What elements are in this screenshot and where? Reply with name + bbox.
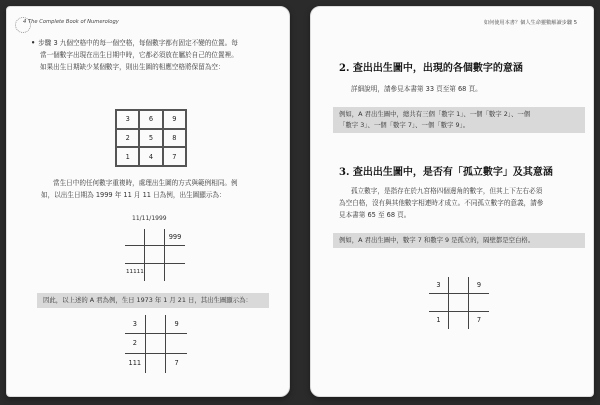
birth-chart-1999: [125, 229, 185, 281]
box1-line-1: 例如，A 君出生圖中，總共有三個「數字 1」、一個「數字 2」、一個: [339, 110, 531, 118]
chart-cell: [449, 294, 469, 311]
intro-paragraph: [31, 37, 281, 73]
example-box: 因此，以上述的 A 君為例，生日 1973 年 1 月 21 日，其出生圖顯示為：: [37, 293, 269, 308]
chart-cell: 3: [429, 277, 449, 294]
chart-cell: 7: [174, 359, 179, 368]
chart-cell: [429, 294, 449, 311]
section-3-title: 3. 查出出生圖中，是否有「孤立數字」及其意涵: [339, 167, 553, 178]
intro-line-3: 如果出生日期缺少某個數字，則出生圖的相應空格將保留為空：: [40, 63, 225, 71]
chart-cell: 111: [125, 354, 146, 373]
box1-line-2: 「數字 3」、一個「數字 7」、一個「數字 9」。: [339, 121, 470, 129]
repeat-line-1: 當生日中的任何數字重複時，處理出生圖的方式與範例相同。例: [53, 179, 238, 187]
section-3-example-box: 例如，A 君出生圖中，數字 7 和數字 9 是孤立的，隔壁都是空白格。: [333, 233, 585, 248]
chart-cell: 9: [166, 315, 187, 334]
chart-cell: [125, 246, 145, 263]
chart-cell: [449, 312, 469, 329]
section-2-text: 詳細說明，請參見本書第 33 頁至第 68 頁。: [351, 85, 482, 93]
left-page: [6, 6, 290, 397]
chart-cell: [145, 246, 165, 263]
section-3-line-2: 為空白格，沒有與其他數字相連時才成立。不同孤立數字的意義，請參: [339, 199, 544, 207]
chart-cell: 999: [165, 229, 185, 246]
chart-cell: 4: [139, 147, 162, 166]
chart-cell: 7: [163, 147, 186, 166]
intro-line-2: 當一個數字出現在出生日期中時，它都必須放在屬於自己的位置裡。: [40, 51, 238, 59]
chart-cell: 2: [125, 334, 146, 353]
section-2-example-box: [333, 107, 585, 133]
chart-cell: [146, 334, 167, 353]
chart-cell: [449, 277, 469, 294]
birth-chart-isolated: [429, 277, 489, 329]
repeat-paragraph: [41, 177, 286, 201]
chart-cell: 5: [139, 129, 162, 148]
right-page-header: 如何使用本書？個人生命靈數解讀步驟 5: [483, 20, 577, 26]
section-2-title: 2. 查出出生圖中，出現的各個數字的意涵: [339, 63, 523, 74]
intro-line-1: 步驟 3 九個空格中的每一個空格，每個數字都有固定不變的位置。每: [38, 39, 238, 47]
chart-cell: 9: [469, 277, 489, 294]
chart-cell: 3: [116, 110, 139, 129]
chart-cell: 11111: [125, 264, 145, 281]
date-label: 11/11/1999: [132, 215, 167, 222]
chart-cell: 6: [139, 110, 162, 129]
chart-cell: 7: [476, 316, 482, 325]
section-3-text: [339, 185, 587, 221]
chart-cell: 9: [163, 110, 186, 129]
chart-cell: [125, 229, 145, 246]
chart-cell: [146, 354, 167, 373]
chart-cell: 2: [116, 129, 139, 148]
chart-cell: 3: [125, 315, 146, 334]
chart-cell: 1: [429, 312, 449, 329]
chart-cell: [146, 315, 167, 334]
left-page-header: 4 The Complete Book of Numerology: [23, 19, 119, 25]
section-3-line-1: 孤立數字，是指存在於九宮格四個邊角的數字，但其上下左右必須: [351, 187, 543, 195]
chart-cell: [145, 264, 165, 281]
repeat-line-2: 如，以出生日期為 1999 年 11 月 11 日為例，出生圖顯示為：: [41, 191, 226, 199]
chart-cell: [165, 246, 185, 263]
chart-cell: 8: [163, 129, 186, 148]
chart-cell: [469, 294, 489, 311]
chart-cell: 1: [116, 147, 139, 166]
bullet-icon: •: [31, 39, 36, 47]
section-3-line-3: 見本書第 65 至 68 頁。: [339, 211, 411, 219]
birth-chart-1973: [125, 315, 187, 373]
chart-cell: [165, 264, 185, 281]
chart-cell: [145, 229, 165, 246]
right-page: [310, 6, 594, 397]
chart-cell: [166, 334, 187, 353]
birth-chart-full: [115, 109, 187, 167]
